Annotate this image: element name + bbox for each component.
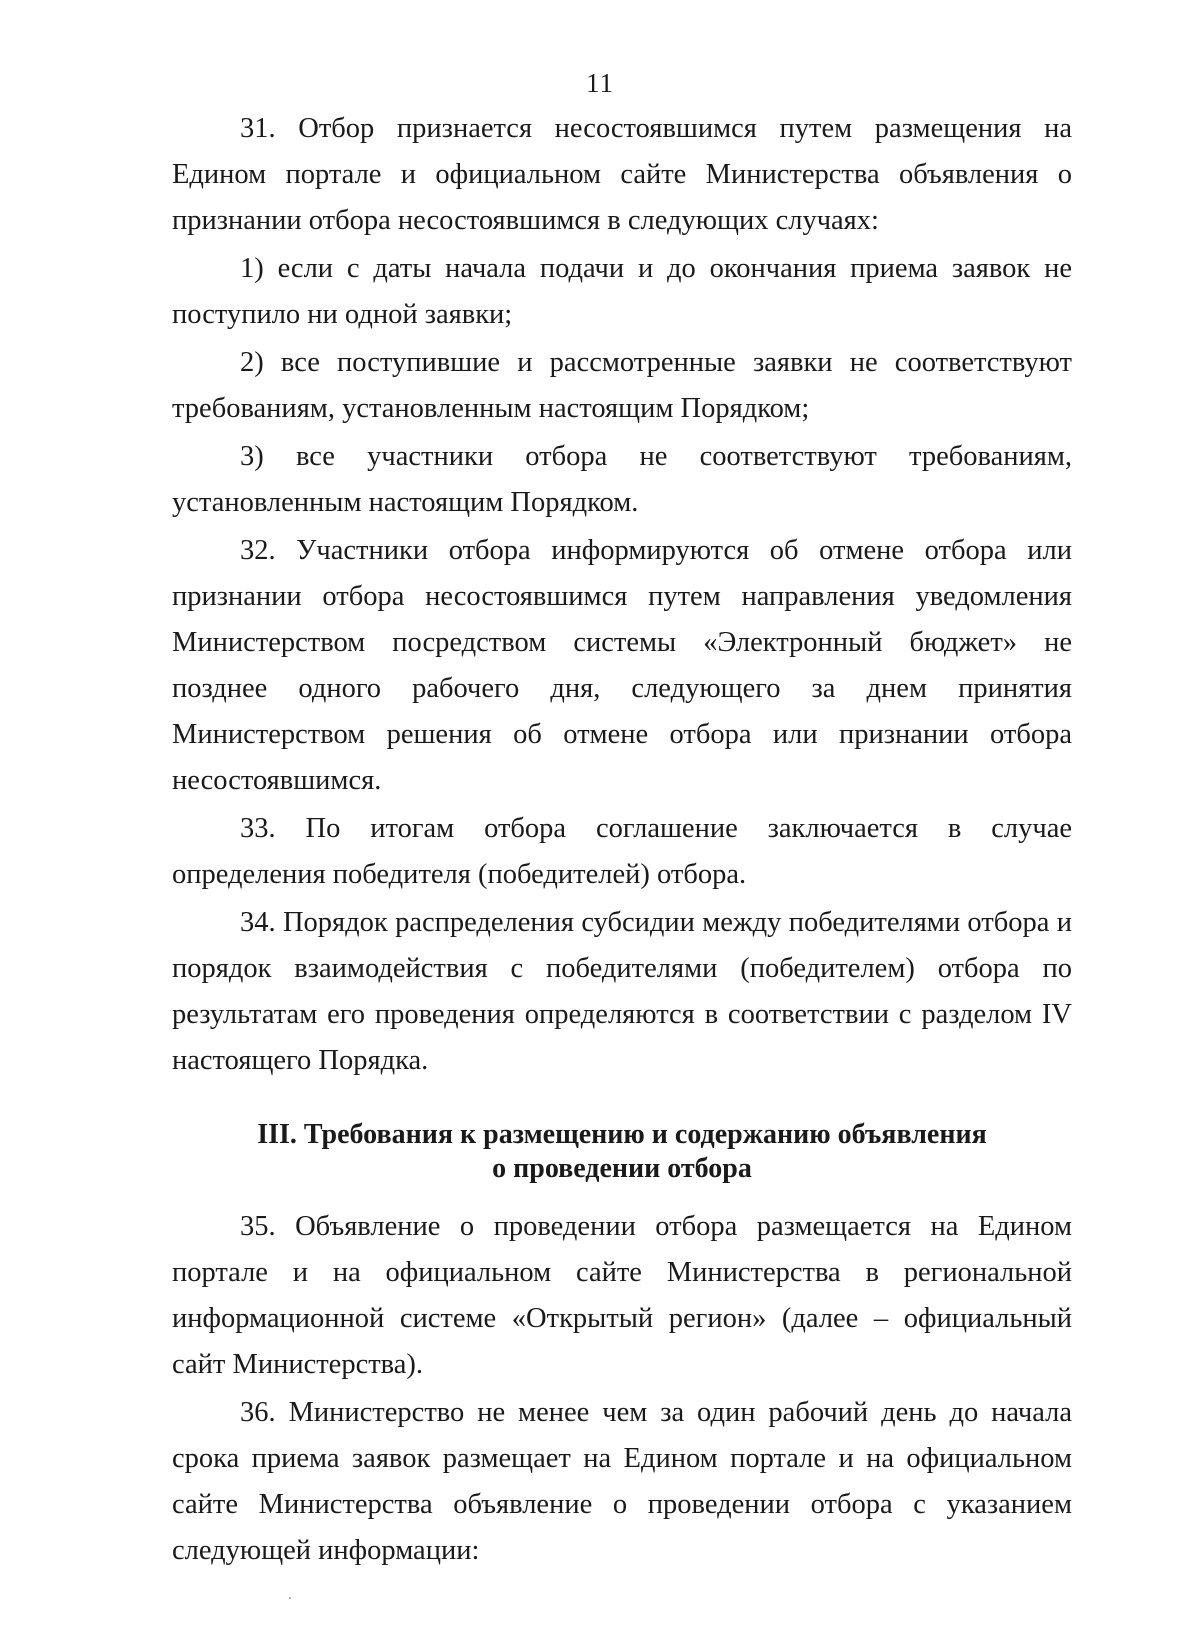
page-number: 11 xyxy=(586,68,614,98)
paragraph-33: 33. По итогам отбора соглашение заключается в случае определения победителя (победителей) отбора. xyxy=(172,813,1072,890)
paragraph-31: 31. Отбор признается несостоявшимся путем размещения на Едином портале и официальном сайте Министерства объявления о признании отбора несостоявшимся в следующих случаях: xyxy=(172,113,1072,236)
paragraph-35: 35. Объявление о проведении отбора размещается на Едином портале и на официальном сайте Министерства в региональной информационной системе «Открытый регион» (далее – официальный сайт Министерства). xyxy=(172,1211,1072,1380)
list-item-2: 2) все поступившие и рассмотренные заявки не соответствуют требованиям, установленным настоящим Порядком; xyxy=(172,347,1072,424)
section-heading-line-1: III. Требования к размещению и содержанию объявления xyxy=(257,1119,987,1150)
paragraph-34: 34. Порядок распределения субсидии между победителями отбора и порядок взаимодействия с победителями (победителем) отбора по результатам его проведения определяются в соответствии с разделом IV настоящего Порядка. xyxy=(172,907,1072,1076)
list-item-1: 1) если с даты начала подачи и до окончания приема заявок не поступило ни одной заявки; xyxy=(172,253,1072,330)
scan-artifact-dot xyxy=(289,1597,291,1599)
section-heading-line-2: о проведении отбора xyxy=(492,1153,752,1184)
paragraph-32: 32. Участники отбора информируются об отмене отбора или признании отбора несостоявшимся путем направления уведомления Министерством посредством системы «Электронный бюджет» не позднее одного рабочего дня, следующего за днем принятия Министерством решения об отмене отбора или признании отбора несостоявшимся. xyxy=(172,535,1072,796)
list-item-3: 3) все участники отбора не соответствуют требованиям, установленным настоящим Порядком. xyxy=(172,441,1072,518)
section-heading xyxy=(172,1118,1072,1186)
document-body xyxy=(172,106,1072,1574)
paragraph-36: 36. Министерство не менее чем за один рабочий день до начала срока приема заявок размещает на Едином портале и на официальном сайте Министерства объявление о проведении отбора с указанием следующей информации: xyxy=(172,1397,1072,1566)
